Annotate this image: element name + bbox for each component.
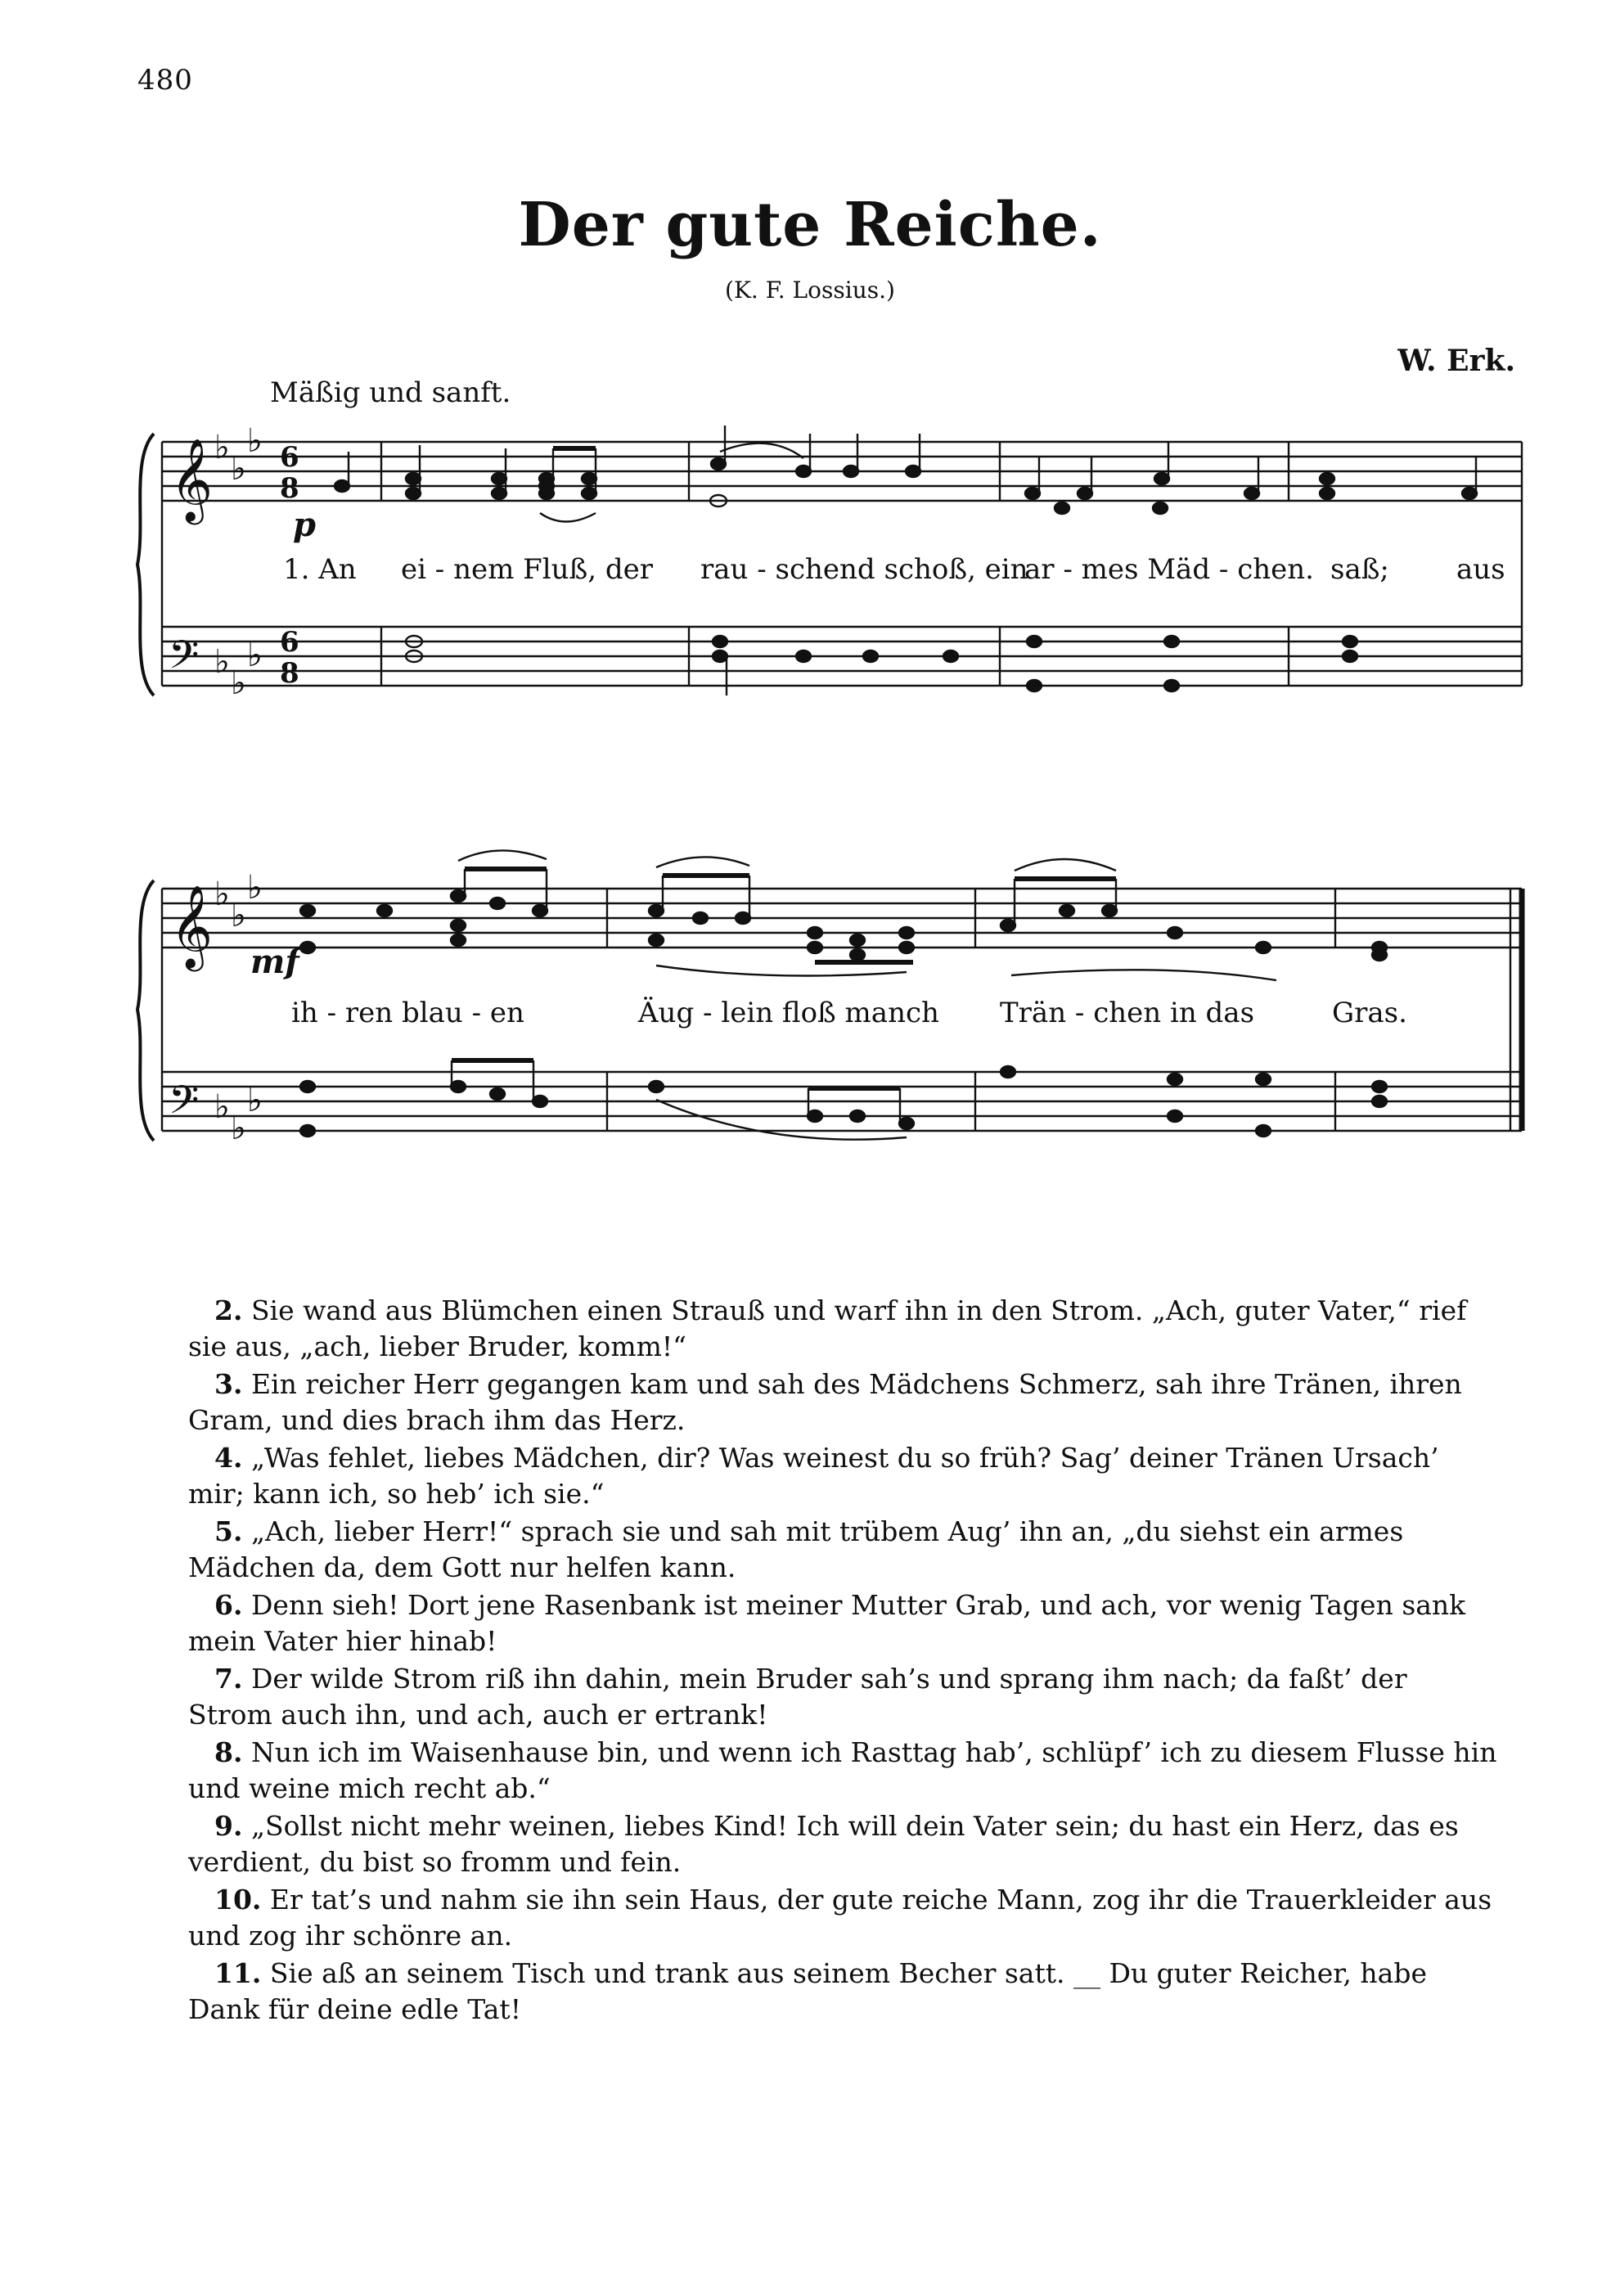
dynamic-marking-p: p bbox=[293, 506, 316, 544]
bass-staff-2 bbox=[162, 1072, 1522, 1131]
svg-text:♭: ♭ bbox=[214, 429, 230, 466]
stanza: 7. Der wilde Strom riß ihn dahin, mein Bruder sah’s und sprang ihm nach; da faßt’ der Strom auch ihn, und ach, auch er ertrank! bbox=[188, 1663, 1407, 1731]
stanza: 2. Sie wand aus Blümchen einen Strauß und warf ihn in den Strom. „Ach, guter Vater,“ rief sie aus, „ach, lieber Bruder, komm!“ bbox=[188, 1294, 1467, 1362]
treble-staff-1 bbox=[162, 442, 1522, 501]
svg-text:♭: ♭ bbox=[231, 450, 246, 488]
lyric-syllable: saß; bbox=[1330, 553, 1389, 586]
svg-text:♭: ♭ bbox=[247, 422, 263, 460]
svg-text:𝄞: 𝄞 bbox=[170, 437, 214, 521]
svg-text:♭: ♭ bbox=[247, 1082, 263, 1119]
stanza: 9. „Sollst nicht mehr weinen, liebes Kind! Ich will dein Vater sein; du hast ein Herz, das es verdient, du bist so fromm und fein. bbox=[188, 1810, 1459, 1878]
stanza: 3. Ein reicher Herr gegangen kam und sah des Mädchens Schmerz, sah ihre Tränen, ihren Gram, und dies brach ihm das Herz. bbox=[188, 1368, 1462, 1436]
lyric-syllable: Äug - lein floß manch bbox=[638, 997, 939, 1029]
svg-text:𝄢: 𝄢 bbox=[169, 1077, 200, 1132]
svg-text:𝄞: 𝄞 bbox=[170, 884, 214, 968]
stanza: 10. Er tat’s und nahm sie ihn sein Haus, der gute reiche Mann, zog ihr die Trauerkleider aus und zog ihr schönre an. bbox=[188, 1884, 1492, 1952]
stanza-list bbox=[188, 1293, 1497, 2029]
svg-text:♭: ♭ bbox=[247, 869, 263, 907]
svg-text:8: 8 bbox=[280, 472, 299, 505]
svg-text:♭: ♭ bbox=[214, 643, 230, 681]
stanza: 11. Sie aß an seinem Tisch und trank aus seinem Becher satt. __ Du guter Reicher, habe Dank für deine edle Tat! bbox=[188, 1957, 1427, 2025]
stanza: 4. „Was fehlet, liebes Mädchen, dir? Was weinest du so früh? Sag’ deiner Tränen Ursach’ mir; kann ich, so heb’ ich sie.“ bbox=[188, 1442, 1439, 1510]
svg-text:8: 8 bbox=[280, 657, 299, 690]
svg-text:6: 6 bbox=[280, 626, 299, 659]
svg-text:♭: ♭ bbox=[214, 876, 230, 913]
stanza: 5. „Ach, lieber Herr!“ sprach sie und sah mit trübem Aug’ ihn an, „du siehst ein armes Mädchen da, dem Gott nur helfen kann. bbox=[188, 1515, 1404, 1583]
lyric-syllable: 1. An bbox=[283, 553, 357, 586]
lyric-syllable: ar - mes Mäd - chen. bbox=[1024, 553, 1314, 586]
song-title: Der gute Reiche. bbox=[518, 190, 1102, 260]
lyric-syllable: ih - ren blau - en bbox=[291, 997, 524, 1029]
svg-text:♭: ♭ bbox=[231, 664, 246, 702]
svg-text:♭: ♭ bbox=[231, 1110, 246, 1147]
tempo-marking: Mäßig und sanft. bbox=[270, 376, 511, 409]
composer-credit: W. Erk. bbox=[1397, 344, 1515, 378]
stanza: 6. Denn sieh! Dort jene Rasenbank ist meiner Mutter Grab, und ach, vor wenig Tagen sank mein Vater hier hinab! bbox=[188, 1589, 1466, 1657]
page-number: 480 bbox=[137, 64, 193, 97]
lyric-syllable: Gras. bbox=[1332, 997, 1407, 1029]
lyric-syllable: rau - schend schoß, ein bbox=[700, 553, 1028, 586]
dynamic-marking-mf: mf bbox=[250, 943, 299, 981]
lyric-syllable: ei - nem Fluß, der bbox=[401, 553, 653, 586]
poet-credit: (K. F. Lossius.) bbox=[725, 277, 895, 304]
lyric-syllable: aus bbox=[1456, 553, 1505, 586]
svg-text:𝄢: 𝄢 bbox=[169, 632, 200, 687]
lyric-syllable: Trän - chen in das bbox=[1000, 997, 1255, 1029]
stanza: 8. Nun ich im Waisenhause bin, und wenn ich Rasttag hab’, schlüpf’ ich zu diesem Flusse hin und weine mich recht ab.“ bbox=[188, 1736, 1497, 1804]
svg-text:6: 6 bbox=[280, 441, 299, 474]
svg-text:♭: ♭ bbox=[247, 637, 263, 674]
bass-staff-1 bbox=[162, 627, 1522, 686]
svg-text:♭: ♭ bbox=[231, 897, 246, 934]
treble-staff-2 bbox=[162, 889, 1522, 948]
svg-text:♭: ♭ bbox=[214, 1088, 230, 1126]
